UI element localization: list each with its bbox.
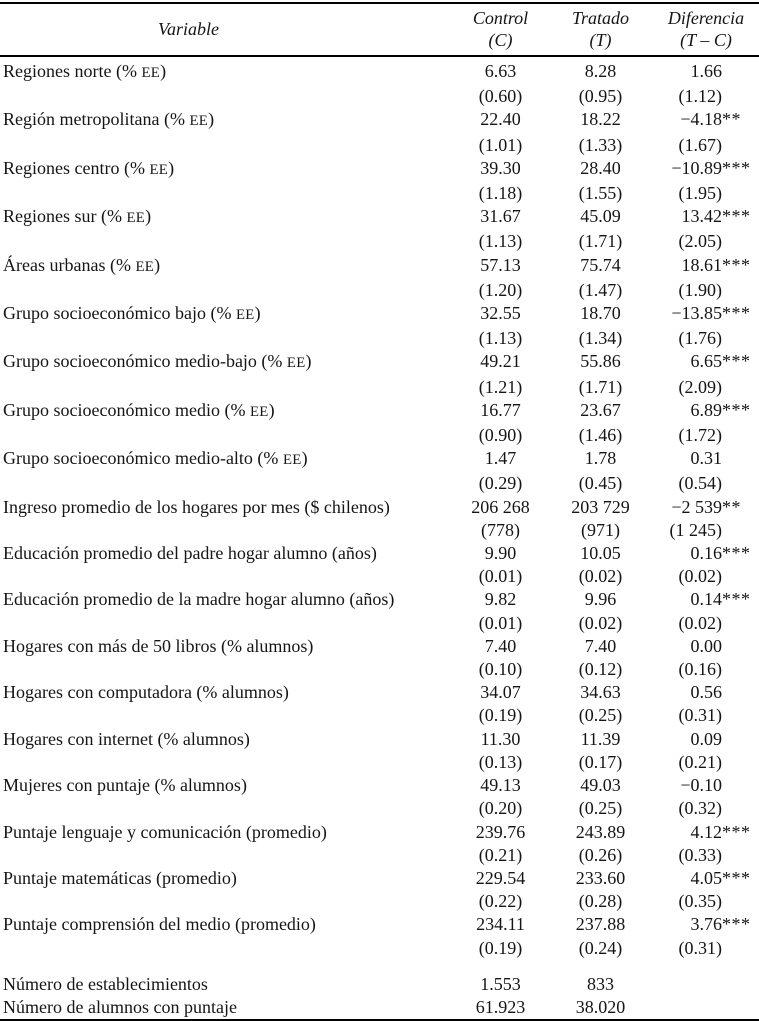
table-row-value [0, 254, 759, 279]
summary-diferencia-empty [653, 973, 759, 996]
diferencia-stderr [653, 751, 759, 774]
variable-label: Áreas urbanas (% EE) [3, 254, 161, 275]
variable-label: Puntaje lenguaje y comunicación (promedio) [3, 821, 327, 842]
table-row-stderr [0, 134, 759, 157]
tratado-stderr: (0.95) [578, 86, 623, 107]
control-value: 7.40 [484, 635, 517, 656]
diferencia-value [653, 254, 759, 279]
significance-stars: *** [722, 867, 751, 888]
diferencia-value-text: −13.85 [671, 303, 722, 324]
control-stderr: (0.10) [478, 659, 523, 680]
diferencia-value-text: 6.89 [690, 399, 722, 420]
diferencia-value [653, 496, 759, 519]
control-value: 1.47 [484, 448, 517, 469]
control-value: 229.54 [475, 867, 526, 888]
tratado-stderr: (1.71) [578, 231, 623, 252]
diferencia-value-text: (0.54) [678, 473, 722, 494]
smallcaps-ee: EE [249, 403, 269, 420]
diferencia-value-text: −0.10 [680, 775, 722, 796]
tratado-stderr: (0.17) [578, 751, 623, 772]
diferencia-stderr [653, 890, 759, 913]
diferencia-value-text: (0.21) [678, 751, 722, 772]
significance-stars: *** [722, 914, 751, 935]
significance-stars: *** [722, 589, 751, 610]
table-row-value [0, 447, 759, 472]
diferencia-value-text: (1 245) [669, 519, 722, 540]
tratado-value: 243.89 [575, 821, 626, 842]
diferencia-stderr [653, 472, 759, 495]
diferencia-stderr [653, 658, 759, 681]
tratado-stderr: (1.46) [578, 425, 623, 446]
tratado-value: 10.05 [580, 543, 621, 564]
diferencia-value-text: 0.16 [690, 543, 722, 564]
diferencia-value-text: (2.05) [678, 231, 722, 252]
tratado-value: 203 729 [571, 496, 630, 517]
tratado-stderr: (1.34) [578, 328, 623, 349]
variable-label-empty [0, 182, 453, 205]
column-header-variable [0, 3, 453, 56]
control-stderr: (778) [481, 519, 520, 540]
tratado-value: 45.09 [580, 206, 621, 227]
control-value: 234.11 [476, 914, 525, 935]
control-stderr: (1.21) [478, 376, 523, 397]
table-body [0, 56, 759, 1020]
diferencia-stderr [653, 327, 759, 350]
diferencia-value-text: (0.31) [678, 937, 722, 958]
table-row-stderr [0, 376, 759, 399]
variable-label-empty [0, 327, 453, 350]
tratado-value: 55.86 [580, 351, 621, 372]
variable-label: Educación promedio de la madre hogar alumno (años) [3, 589, 395, 610]
variable-label-empty [0, 565, 453, 588]
variable-label-empty [0, 424, 453, 447]
diferencia-value-text: 0.31 [690, 448, 722, 469]
variable-label-empty [0, 134, 453, 157]
diferencia-value-text: (0.16) [678, 659, 722, 680]
header-tratado-line2: (T) [589, 29, 612, 50]
diferencia-value [653, 635, 759, 658]
diferencia-value-text: 3.76 [690, 914, 722, 935]
diferencia-stderr [653, 134, 759, 157]
diferencia-value [653, 681, 759, 704]
header-diferencia-line2: (T – C) [680, 29, 732, 50]
summary-control-value: 61.923 [475, 996, 526, 1017]
smallcaps-ee: EE [135, 258, 155, 275]
tratado-value: 8.28 [584, 61, 617, 81]
control-stderr: (0.22) [478, 891, 523, 912]
tratado-value: 237.88 [575, 914, 626, 935]
variable-label: Educación promedio del padre hogar alumno (años) [3, 543, 377, 564]
table-row-value [0, 867, 759, 890]
table-row-stderr [0, 279, 759, 302]
diferencia-value-text: 13.42 [681, 206, 722, 227]
variable-label: Regiones norte (% EE) [3, 61, 167, 81]
control-value: 16.77 [480, 399, 521, 420]
diferencia-value [653, 350, 759, 375]
diferencia-value [653, 913, 759, 936]
table-row-value [0, 350, 759, 375]
diferencia-value-text: −10.89 [671, 157, 722, 178]
tratado-value: 9.96 [584, 589, 617, 610]
spacer-row [0, 960, 759, 973]
diferencia-value-text: 4.12 [690, 821, 722, 842]
table-row-stderr [0, 890, 759, 913]
diferencia-stderr [653, 704, 759, 727]
variable-label-empty [0, 519, 453, 542]
tratado-value: 75.74 [580, 254, 621, 275]
table-row-value [0, 205, 759, 230]
variable-label: Regiones sur (% EE) [3, 206, 152, 227]
variable-label-empty [0, 658, 453, 681]
column-header-diferencia [653, 3, 759, 56]
tratado-stderr: (0.02) [578, 566, 623, 587]
control-value: 9.82 [484, 589, 517, 610]
significance-stars: *** [722, 303, 751, 324]
diferencia-value-text: (1.12) [678, 86, 722, 107]
control-stderr: (0.01) [478, 612, 523, 633]
significance-stars: ** [722, 109, 741, 130]
significance-stars: *** [722, 543, 751, 564]
variable-label: Regiones centro (% EE) [3, 157, 175, 178]
tratado-stderr: (1.47) [578, 279, 623, 300]
table-row-stderr [0, 751, 759, 774]
header-control-line1: Control [472, 8, 529, 28]
summary-control-value: 1.553 [480, 973, 521, 994]
diferencia-value-text: 4.05 [690, 867, 722, 888]
table-row-value [0, 913, 759, 936]
tratado-value: 1.78 [584, 448, 617, 469]
header-tratado-line1: Tratado [571, 8, 630, 28]
diferencia-value-text: (1.76) [678, 328, 722, 349]
diferencia-value [653, 157, 759, 182]
summary-label: Número de alumnos con puntaje [3, 996, 237, 1017]
column-header-control [453, 3, 548, 56]
control-stderr: (0.20) [478, 798, 523, 819]
variable-label: Grupo socioeconómico bajo (% EE) [3, 303, 261, 324]
control-value: 39.30 [480, 157, 521, 178]
table-row-value [0, 302, 759, 327]
variable-label: Región metropolitana (% EE) [3, 109, 215, 130]
table-row-stderr [0, 565, 759, 588]
table-row-value [0, 496, 759, 519]
control-value: 6.63 [484, 61, 517, 81]
tratado-value: 18.22 [580, 109, 621, 130]
control-stderr: (1.13) [478, 328, 523, 349]
table-row-value [0, 399, 759, 424]
smallcaps-ee: EE [235, 307, 255, 324]
summary-tratado-value: 833 [587, 973, 614, 994]
tratado-value: 7.40 [584, 635, 617, 656]
header-control-line2: (C) [488, 29, 513, 50]
table-row-value [0, 108, 759, 133]
smallcaps-ee: EE [189, 113, 209, 130]
variable-label-empty [0, 279, 453, 302]
table-row-value [0, 728, 759, 751]
diferencia-value-text: 18.61 [681, 254, 722, 275]
table-row-stderr [0, 797, 759, 820]
diferencia-stderr [653, 182, 759, 205]
diferencia-value [653, 542, 759, 565]
control-value: 9.90 [484, 543, 517, 564]
tratado-stderr: (971) [581, 519, 620, 540]
diferencia-value [653, 821, 759, 844]
variable-label: Grupo socioeconómico medio-alto (% EE) [3, 448, 308, 469]
tratado-stderr: (1.71) [578, 376, 623, 397]
tratado-value: 49.03 [580, 775, 621, 796]
tratado-value: 18.70 [580, 303, 621, 324]
table-row-value [0, 774, 759, 797]
control-value: 49.21 [480, 351, 521, 372]
table-row-stderr [0, 612, 759, 635]
control-stderr: (0.13) [478, 751, 523, 772]
diferencia-value [653, 447, 759, 472]
header-variable-label: Variable [158, 18, 219, 39]
diferencia-value-text: (1.90) [678, 279, 722, 300]
variable-label-empty [0, 704, 453, 727]
diferencia-stderr [653, 424, 759, 447]
tratado-value: 233.60 [575, 867, 626, 888]
variable-label-empty [0, 230, 453, 253]
variable-label: Grupo socioeconómico medio-bajo (% EE) [3, 351, 312, 372]
variable-label: Hogares con más de 50 libros (% alumnos) [3, 635, 314, 656]
diferencia-value-text: 1.66 [690, 61, 722, 81]
diferencia-value [653, 205, 759, 230]
table-row-stderr [0, 937, 759, 960]
table-row-stderr [0, 472, 759, 495]
variable-label-empty [0, 612, 453, 635]
diferencia-value-text: (0.31) [678, 705, 722, 726]
diferencia-value [653, 302, 759, 327]
diferencia-value-text: (0.02) [678, 566, 722, 587]
variable-label-empty [0, 890, 453, 913]
diferencia-stderr [653, 376, 759, 399]
diferencia-stderr [653, 612, 759, 635]
table-row-stderr [0, 519, 759, 542]
variable-label: Puntaje matemáticas (promedio) [3, 867, 237, 888]
diferencia-value-text: (1.67) [678, 134, 722, 155]
variable-label: Ingreso promedio de los hogares por mes ($ chilenos) [3, 496, 390, 517]
diferencia-value [653, 588, 759, 611]
diferencia-stderr [653, 844, 759, 867]
significance-stars: *** [722, 206, 751, 227]
table-row-value [0, 681, 759, 704]
significance-stars: *** [722, 821, 751, 842]
variable-label-empty [0, 751, 453, 774]
table-row-stderr [0, 85, 759, 108]
table-header [0, 3, 759, 56]
control-value: 206 268 [471, 496, 530, 517]
table-row-value [0, 635, 759, 658]
diferencia-value-text: 6.65 [690, 351, 722, 372]
variable-label-empty [0, 797, 453, 820]
diferencia-stderr [653, 519, 759, 542]
tratado-stderr: (0.12) [578, 659, 623, 680]
control-stderr: (1.18) [478, 183, 523, 204]
control-stderr: (0.19) [478, 937, 523, 958]
diferencia-value-text: 0.56 [690, 682, 722, 703]
diferencia-stderr [653, 565, 759, 588]
control-value: 34.07 [480, 682, 521, 703]
diferencia-value-text: (0.32) [678, 798, 722, 819]
table-row-stderr [0, 844, 759, 867]
control-value: 49.13 [480, 775, 521, 796]
diferencia-value-text: (0.02) [678, 612, 722, 633]
tratado-stderr: (0.45) [578, 473, 623, 494]
header-diferencia-line1: Diferencia [667, 8, 745, 28]
diferencia-value-text: 0.09 [690, 728, 722, 749]
tratado-stderr: (1.55) [578, 183, 623, 204]
summary-row [0, 973, 759, 996]
table-row-stderr [0, 704, 759, 727]
header-row [0, 3, 759, 56]
diferencia-value-text: (1.72) [678, 425, 722, 446]
smallcaps-ee: EE [282, 452, 302, 469]
control-value: 32.55 [480, 303, 521, 324]
variable-label: Puntaje comprensión del medio (promedio) [3, 914, 316, 935]
diferencia-value [653, 399, 759, 424]
control-stderr: (0.21) [478, 844, 523, 865]
variable-label: Hogares con internet (% alumnos) [3, 728, 250, 749]
tratado-stderr: (0.28) [578, 891, 623, 912]
tratado-stderr: (1.33) [578, 134, 623, 155]
table-row-value [0, 588, 759, 611]
spacer-cell [0, 960, 759, 973]
tratado-stderr: (0.02) [578, 612, 623, 633]
significance-stars: *** [722, 399, 751, 420]
tratado-stderr: (0.25) [578, 705, 623, 726]
control-value: 11.30 [480, 728, 521, 749]
table-row-value [0, 542, 759, 565]
variable-label-empty [0, 937, 453, 960]
diferencia-value-text: 0.14 [690, 589, 722, 610]
tratado-stderr: (0.25) [578, 798, 623, 819]
diferencia-value-text: (0.35) [678, 891, 722, 912]
table-row-stderr [0, 424, 759, 447]
variable-label-empty [0, 472, 453, 495]
table-row-stderr [0, 658, 759, 681]
diferencia-value-text: (0.33) [678, 844, 722, 865]
summary-tratado-value: 38.020 [575, 996, 626, 1017]
diferencia-value-text: (1.95) [678, 183, 722, 204]
smallcaps-ee: EE [126, 210, 146, 227]
control-value: 22.40 [480, 109, 521, 130]
control-stderr: (1.13) [478, 231, 523, 252]
diferencia-value-text: (2.09) [678, 376, 722, 397]
control-stderr: (0.19) [478, 705, 523, 726]
smallcaps-ee: EE [149, 161, 169, 178]
diferencia-value-text: 0.00 [690, 635, 722, 656]
diferencia-stderr [653, 937, 759, 960]
variable-label-empty [0, 85, 453, 108]
smallcaps-ee: EE [286, 355, 306, 372]
variable-label-empty [0, 376, 453, 399]
diferencia-value [653, 728, 759, 751]
tratado-value: 11.39 [580, 728, 621, 749]
control-stderr: (0.29) [478, 473, 523, 494]
diferencia-value [653, 108, 759, 133]
control-stderr: (1.20) [478, 279, 523, 300]
tratado-value: 34.63 [580, 682, 621, 703]
table-row-stderr [0, 230, 759, 253]
control-value: 239.76 [475, 821, 526, 842]
table-row-stderr [0, 182, 759, 205]
column-header-tratado [548, 3, 653, 56]
diferencia-value [653, 56, 759, 85]
control-value: 31.67 [480, 206, 521, 227]
diferencia-stderr [653, 279, 759, 302]
summary-label: Número de establecimientos [3, 973, 208, 994]
diferencia-value-text: −2 539 [671, 496, 722, 517]
diferencia-stderr [653, 797, 759, 820]
table-row-value [0, 56, 759, 85]
tratado-stderr: (0.24) [578, 937, 623, 958]
significance-stars: *** [722, 351, 751, 372]
diferencia-stderr [653, 85, 759, 108]
diferencia-value [653, 774, 759, 797]
significance-stars: *** [722, 254, 751, 275]
tratado-value: 23.67 [580, 399, 621, 420]
control-stderr: (0.90) [478, 425, 523, 446]
variable-label: Mujeres con puntaje (% alumnos) [3, 775, 247, 796]
diferencia-value-text: −4.18 [680, 109, 722, 130]
variable-label: Grupo socioeconómico medio (% EE) [3, 399, 275, 420]
control-stderr: (0.60) [478, 86, 523, 107]
diferencia-value [653, 867, 759, 890]
table-row-value [0, 821, 759, 844]
tratado-stderr: (0.26) [578, 844, 623, 865]
smallcaps-ee: EE [141, 65, 161, 81]
variable-label-empty [0, 844, 453, 867]
significance-stars: ** [722, 496, 741, 517]
tratado-value: 28.40 [580, 157, 621, 178]
table-row-value [0, 157, 759, 182]
stats-table [0, 2, 759, 1021]
variable-label: Hogares con computadora (% alumnos) [3, 682, 289, 703]
diferencia-stderr [653, 230, 759, 253]
table-row-stderr [0, 327, 759, 350]
control-stderr: (1.01) [478, 134, 523, 155]
control-value: 57.13 [480, 254, 521, 275]
control-stderr: (0.01) [478, 566, 523, 587]
significance-stars: *** [722, 157, 751, 178]
